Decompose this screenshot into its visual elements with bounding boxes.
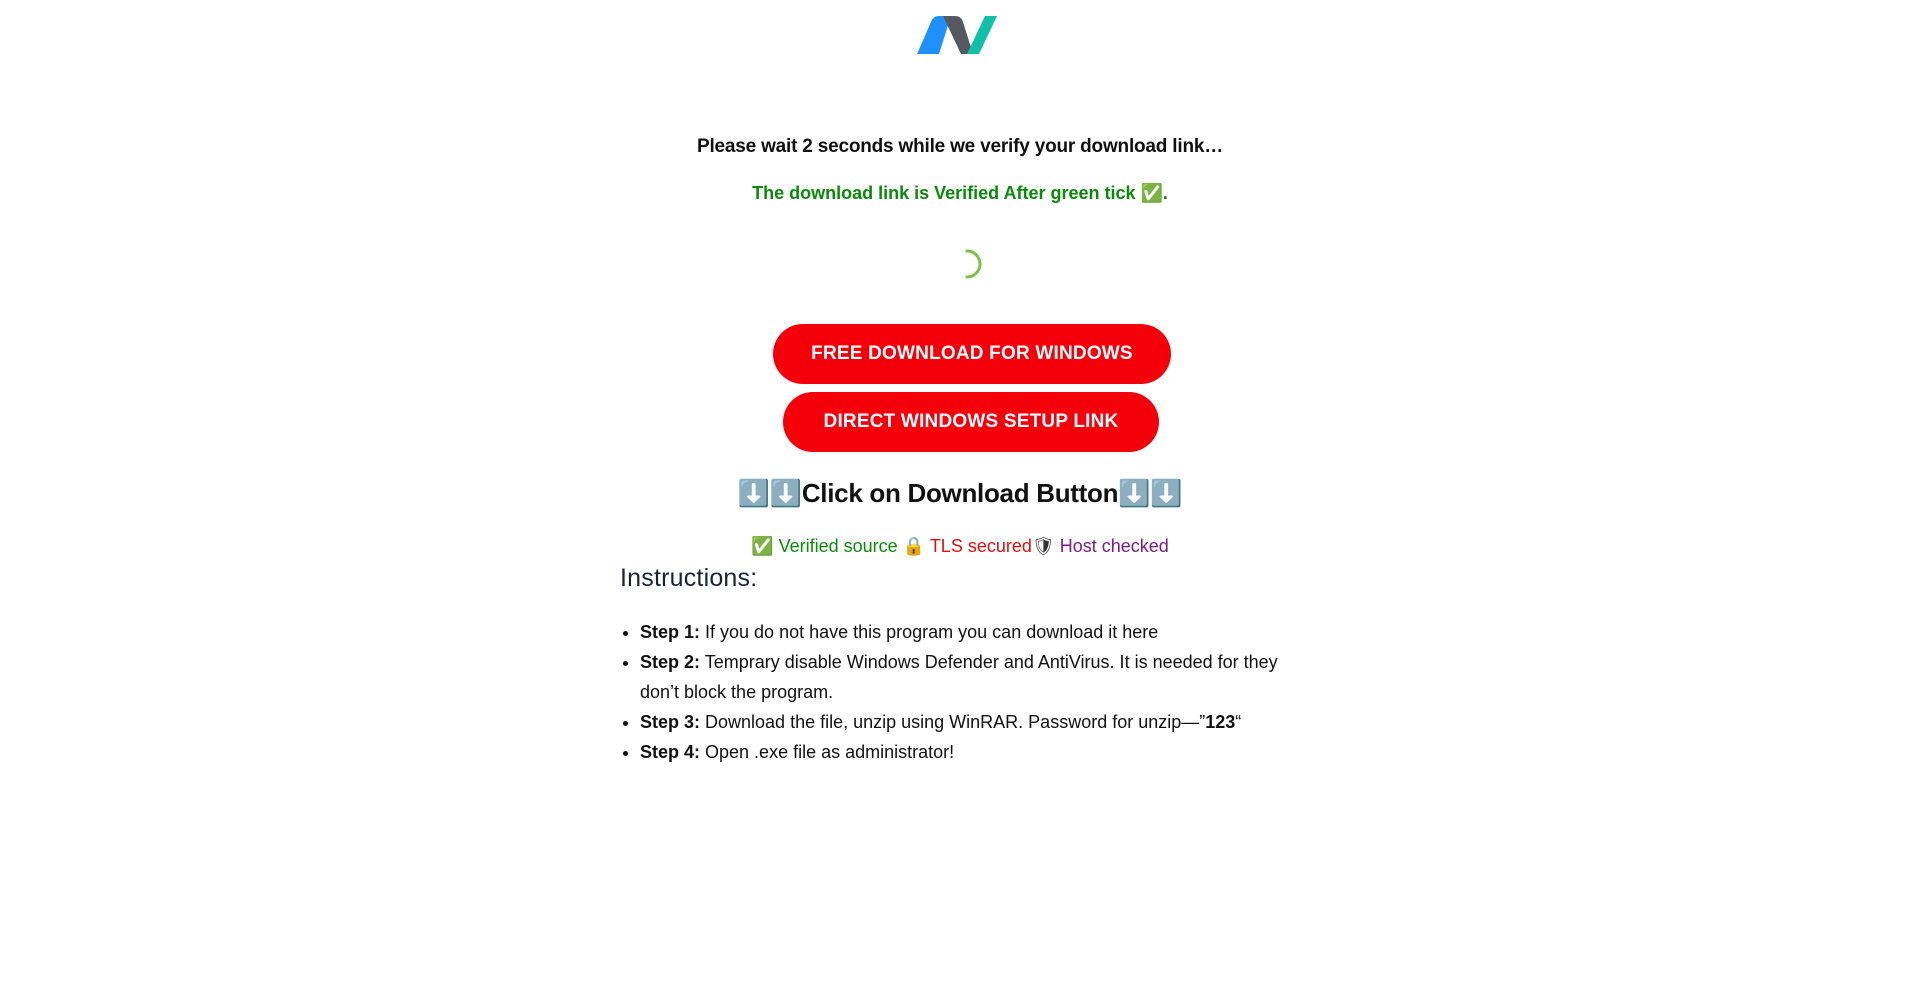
click-download-heading: ⬇️⬇️Click on Download Button⬇️⬇️ xyxy=(737,478,1183,508)
step-text: Download the file, unzip using WinRAR. Password for unzip—” xyxy=(700,712,1206,732)
list-item xyxy=(640,707,1300,737)
list-item xyxy=(640,617,1300,647)
step-text: Open .exe file as administrator! xyxy=(700,742,955,762)
step-label: Step 4: xyxy=(640,742,701,762)
list-item xyxy=(640,647,1300,707)
wait-message: Please wait 2 seconds while we verify your download link… xyxy=(696,136,1224,157)
direct-link-label: DIRECT WINDOWS SETUP LINK xyxy=(823,411,1119,432)
trust-indicators xyxy=(0,536,1920,557)
direct-link-button[interactable] xyxy=(783,392,1159,452)
verified-check-icon: ✅ xyxy=(751,536,774,556)
step-text: Temprary disable Windows Defender and AntiVirus. It is needed for they don’t block the program. xyxy=(640,652,1278,702)
instructions-list xyxy=(620,617,1300,767)
verified-source-text: Verified source xyxy=(778,536,898,556)
host-checked-text: Host checked xyxy=(1059,536,1169,556)
shield-icon: 🛡 xyxy=(1031,536,1055,556)
step-text: If you do not have this program you can download it here xyxy=(700,622,1159,642)
loading-spinner-icon xyxy=(951,248,983,280)
password-value: 123 xyxy=(1205,712,1236,732)
instructions-heading: Instructions: xyxy=(620,564,758,592)
step-label: Step 2: xyxy=(640,652,701,672)
instructions-section xyxy=(620,564,1300,767)
step-text-tail: “ xyxy=(1235,712,1242,732)
list-item xyxy=(640,737,1300,767)
step-label: Step 3: xyxy=(640,712,701,732)
step-label: Step 1: xyxy=(640,622,701,642)
free-download-button[interactable] xyxy=(773,324,1171,384)
tls-secured-text: TLS secured xyxy=(929,536,1032,556)
free-download-label: FREE DOWNLOAD FOR WINDOWS xyxy=(811,343,1133,364)
brand-logo-icon[interactable] xyxy=(917,14,1017,58)
verified-message: The download link is Verified After green tick ✅. xyxy=(752,183,1168,203)
lock-icon: 🔒 xyxy=(902,536,926,556)
